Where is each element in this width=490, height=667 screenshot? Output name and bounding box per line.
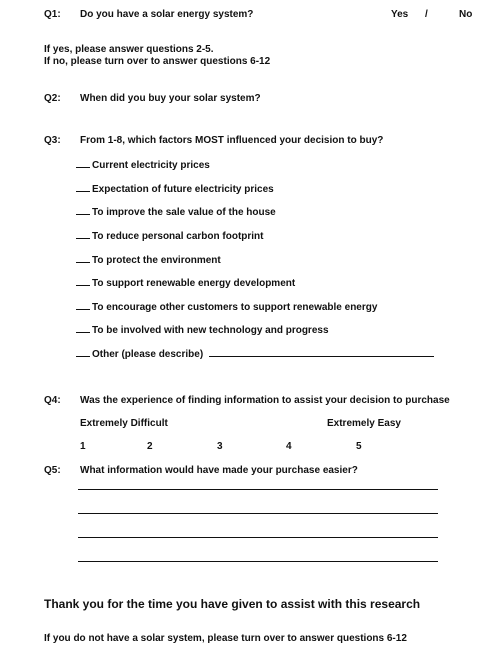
- q3-option-8[interactable]: [76, 323, 329, 336]
- q1-separator: /: [425, 9, 428, 20]
- q3-option-4[interactable]: [76, 229, 264, 242]
- q1-no-option[interactable]: No: [459, 9, 473, 20]
- scale-high-label: Extremely Easy: [327, 418, 401, 429]
- rank-blank[interactable]: [76, 229, 90, 239]
- answer-line-4[interactable]: [78, 561, 438, 562]
- q3-option-6[interactable]: [76, 276, 295, 289]
- q3-option-3[interactable]: [76, 205, 276, 218]
- q1-number: Q1:: [44, 9, 61, 20]
- other-describe-line[interactable]: [209, 347, 434, 357]
- scale-option-3[interactable]: 3: [217, 441, 223, 452]
- q4-number: Q4:: [44, 395, 61, 406]
- q1-text: Do you have a solar energy system?: [80, 9, 254, 20]
- rank-blank[interactable]: [76, 158, 90, 168]
- q3-option-5[interactable]: [76, 253, 221, 266]
- q3-option-label: Other (please describe): [92, 349, 204, 360]
- thank-you-message: Thank you for the time you have given to assist with this research: [44, 597, 421, 611]
- scale-option-5[interactable]: 5: [356, 441, 362, 452]
- rank-blank[interactable]: [76, 347, 90, 357]
- q3-option-label: To reduce personal carbon footprint: [92, 231, 264, 242]
- rank-blank[interactable]: [76, 323, 90, 333]
- q3-option-label: Current electricity prices: [92, 160, 210, 171]
- rank-blank[interactable]: [76, 205, 90, 215]
- answer-line-1[interactable]: [78, 489, 438, 490]
- q3-option-label: To support renewable energy development: [92, 278, 296, 289]
- scale-option-1[interactable]: 1: [80, 441, 86, 452]
- turn-over-note: If you do not have a solar system, please turn over to answer questions 6-12: [44, 633, 407, 644]
- rank-blank[interactable]: [76, 253, 90, 263]
- rank-blank[interactable]: [76, 276, 90, 286]
- answer-line-3[interactable]: [78, 537, 438, 538]
- q2-text: When did you buy your solar system?: [80, 93, 261, 104]
- q3-option-1[interactable]: [76, 158, 210, 171]
- q3-option-7[interactable]: [76, 300, 377, 313]
- scale-low-label: Extremely Difficult: [80, 418, 168, 429]
- q3-option-label: To be involved with new technology and progress: [92, 325, 329, 336]
- q4-text: Was the experience of finding information to assist your decision to purchase: [80, 395, 450, 406]
- rank-blank[interactable]: [76, 300, 90, 310]
- q3-option-label: To protect the environment: [92, 255, 221, 266]
- q3-option-label: To encourage other customers to support renewable energy: [92, 302, 378, 313]
- scale-option-4[interactable]: 4: [286, 441, 292, 452]
- instruction-no: If no, please turn over to answer questions 6-12: [44, 56, 271, 67]
- answer-line-2[interactable]: [78, 513, 438, 514]
- rank-blank[interactable]: [76, 182, 90, 192]
- q3-option-label: To improve the sale value of the house: [92, 207, 276, 218]
- q3-text: From 1-8, which factors MOST influenced your decision to buy?: [80, 135, 384, 146]
- q3-option-2[interactable]: [76, 182, 274, 195]
- q2-number: Q2:: [44, 93, 61, 104]
- q3-option-other[interactable]: [76, 347, 434, 360]
- q3-option-label: Expectation of future electricity prices: [92, 184, 274, 195]
- q5-text: What information would have made your purchase easier?: [80, 465, 358, 476]
- q3-number: Q3:: [44, 135, 61, 146]
- scale-option-2[interactable]: 2: [147, 441, 153, 452]
- instruction-yes: If yes, please answer questions 2-5.: [44, 44, 214, 55]
- q5-number: Q5:: [44, 465, 61, 476]
- q1-yes-option[interactable]: Yes: [391, 9, 409, 20]
